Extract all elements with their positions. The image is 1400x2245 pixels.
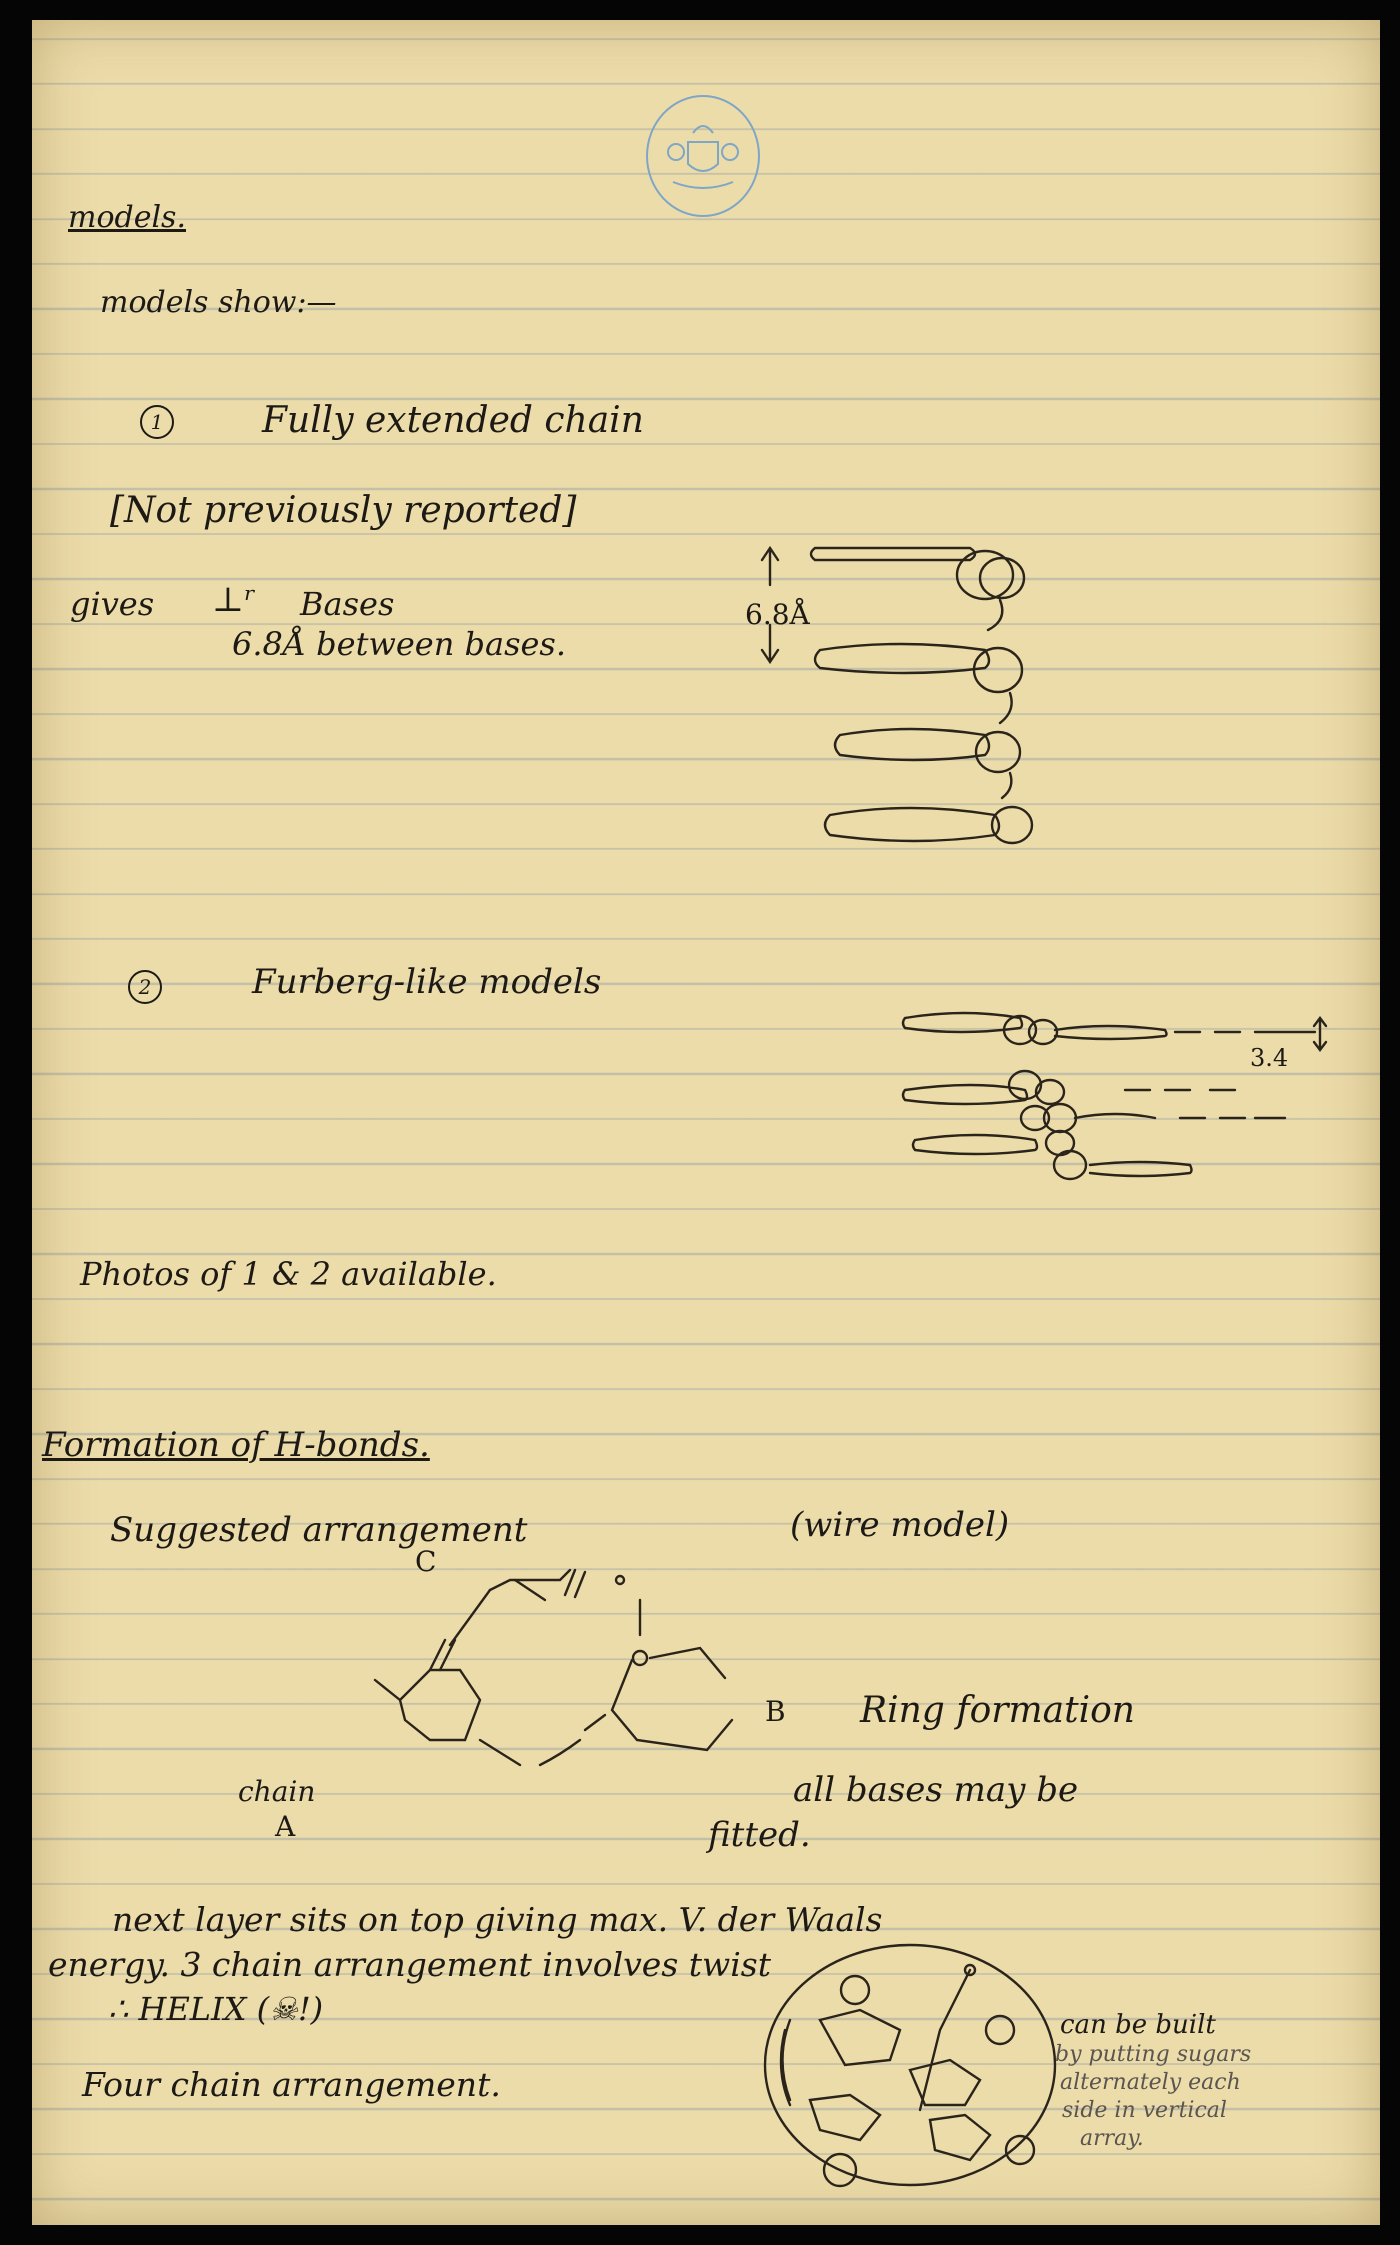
pencil-note-line5: array. xyxy=(1080,2126,1144,2151)
chain-label: chain xyxy=(238,1775,316,1808)
ring-formation: Ring formation xyxy=(860,1690,1135,1731)
photos-line: Photos of 1 & 2 available. xyxy=(80,1255,497,1293)
item1-title: Fully extended chain xyxy=(262,400,644,441)
label-a: A xyxy=(275,1810,296,1843)
item1-note: [Not previously reported] xyxy=(110,490,577,531)
label-c: C xyxy=(415,1545,437,1578)
next-layer-line1: next layer sits on top giving max. V. der Waals xyxy=(112,1900,883,1939)
hbonds-heading: Formation of H-bonds. xyxy=(42,1425,430,1465)
item2-number: 2 xyxy=(128,970,162,1004)
ring-formation-sketch xyxy=(370,1560,750,1850)
item1-diagram-label: 6.8Å xyxy=(745,598,810,631)
pencil-note-line1: can be built xyxy=(1060,2010,1216,2040)
wire-model-note: (wire model) xyxy=(790,1505,1010,1545)
royal-crest-stamp xyxy=(646,95,760,217)
item1-bases-word: Bases xyxy=(300,585,395,623)
helix-line: ∴ HELIX (☠!) xyxy=(108,1990,324,2028)
pencil-note-line3: alternately each xyxy=(1060,2070,1241,2095)
all-bases-line2: fitted. xyxy=(708,1815,811,1855)
extended-chain-sketch xyxy=(730,530,1060,870)
item1-gives-prefix: gives xyxy=(70,585,155,623)
all-bases-line1: all bases may be xyxy=(793,1770,1079,1810)
next-layer-line2: energy. 3 chain arrangement involves twist xyxy=(48,1945,772,1984)
item1-number: 1 xyxy=(140,405,174,439)
label-b: B xyxy=(765,1695,786,1728)
models-show-line: models show:— xyxy=(100,285,337,320)
suggested-arrangement: Suggested arrangement xyxy=(110,1510,528,1550)
item1-spacing: 6.8Å between bases. xyxy=(232,625,567,663)
furberg-model-sketch xyxy=(895,1000,1355,1210)
crest-icon xyxy=(648,97,758,215)
perpendicular-symbol: ⊥ʳ xyxy=(212,580,256,620)
pencil-note-line2: by putting sugars xyxy=(1055,2042,1252,2067)
four-chain-pencil-sketch xyxy=(760,1940,1080,2200)
item2-title: Furberg-like models xyxy=(252,962,602,1002)
pencil-note-line4: side in vertical xyxy=(1062,2098,1227,2123)
four-chain-line: Four chain arrangement. xyxy=(82,2065,501,2104)
page-heading: models. xyxy=(68,200,186,235)
arrow-up xyxy=(762,548,778,585)
item2-diagram-label: 3.4 xyxy=(1250,1044,1289,1072)
